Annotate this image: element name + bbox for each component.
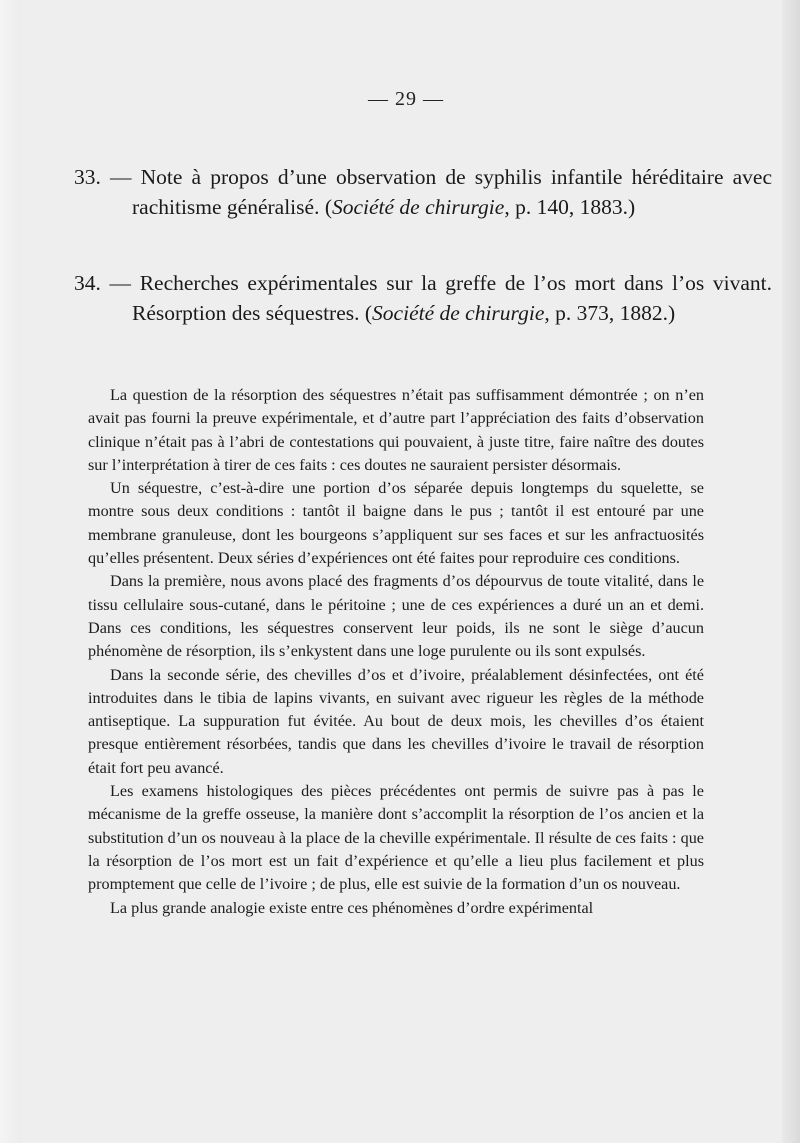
entry-summary: [88, 384, 704, 920]
scan-left-margin: [0, 0, 22, 1143]
entry-number: 34.: [74, 271, 101, 295]
entry-title: Note à propos d’une observation de syphilis infantile héréditaire avec rachitisme généralisé. (: [132, 165, 772, 219]
page-number: — 29 —: [368, 88, 444, 110]
entry-journal: Société de chirurgie: [372, 301, 545, 325]
bibliography-entry-34: [74, 268, 772, 328]
entry-reference: , p. 140, 1883.): [504, 195, 636, 219]
paragraph: La question de la résorption des séquestres n’était pas suffisamment démontrée ; on n’en avait pas fourni la preuve expérimentale, et d’autre part l’appréciation des faits d’observation clinique n’était pas à l’abri de contestations qui pouvaient, à juste titre, faire naître des doutes sur l’interprétation à tirer de ces faits : ces doutes ne sauraient persister désormais.: [88, 386, 704, 474]
paragraph: Un séquestre, c’est-à-dire une portion d’os séparée depuis longtemps du squelette, se montre sous deux conditions : tantôt il baigne dans le pus ; tantôt il est entouré par une membrane granuleuse, dont les bourgeons s’appliquent sur ses faces et sur les anfractuosités qu’elles présentent. Deux séries d’expériences ont été faites pour reproduire ces conditions.: [88, 479, 704, 568]
entry-number: 33.: [74, 165, 101, 189]
paragraph: Dans la seconde série, des chevilles d’os et d’ivoire, préalablement désinfectées, ont été introduites dans le tibia de lapins vivants, en suivant avec rigueur les règles de la méthode antiseptique. La suppuration fut évitée. Au bout de deux mois, les chevilles d’os étaient presque entièrement résorbées, tandis que dans les chevilles d’ivoire le travail de résorption était fort peu avancé.: [88, 665, 704, 777]
book-page: [22, 0, 782, 1143]
bibliography-entry-33: [74, 162, 772, 222]
entry-dash: —: [109, 271, 132, 295]
entry-reference: , p. 373, 1882.): [544, 301, 676, 325]
paragraph: La plus grande analogie existe entre ces phénomènes d’ordre expérimental: [110, 898, 594, 917]
entry-journal: Société de chirurgie: [331, 195, 505, 219]
entry-dash: —: [110, 165, 132, 189]
paragraph: Les examens histologiques des pièces précédentes ont permis de suivre pas à pas le mécanisme de la greffe osseuse, la manière dont s’accomplit la résorption de l’os ancien et la substitution d’un os nouveau à la place de la cheville expérimentale. Il résulte de ces faits : que la résorption de l’os mort est un fait d’expérience et qu’elle a lieu plus facilement et plus promptement que celle de l’ivoire ; de plus, elle est suivie de la formation d’un os nouveau.: [88, 782, 704, 894]
paragraph: Dans la première, nous avons placé des fragments d’os dépourvus de toute vitalité, dans le tissu cellulaire sous-cutané, dans le péritoine ; une de ces expériences a duré un an et demi. Dans ces conditions, les séquestres conservent leur poids, ils ne sont le siège d’aucun phénomène de résorption, ils s’enkystent dans une loge purulente ou ils sont expulsés.: [88, 572, 704, 661]
entry-title: Recherches expérimentales sur la greffe de l’os mort dans l’os vivant. Résorption des séquestres. (: [132, 271, 773, 325]
scan-right-margin: [782, 0, 800, 1143]
